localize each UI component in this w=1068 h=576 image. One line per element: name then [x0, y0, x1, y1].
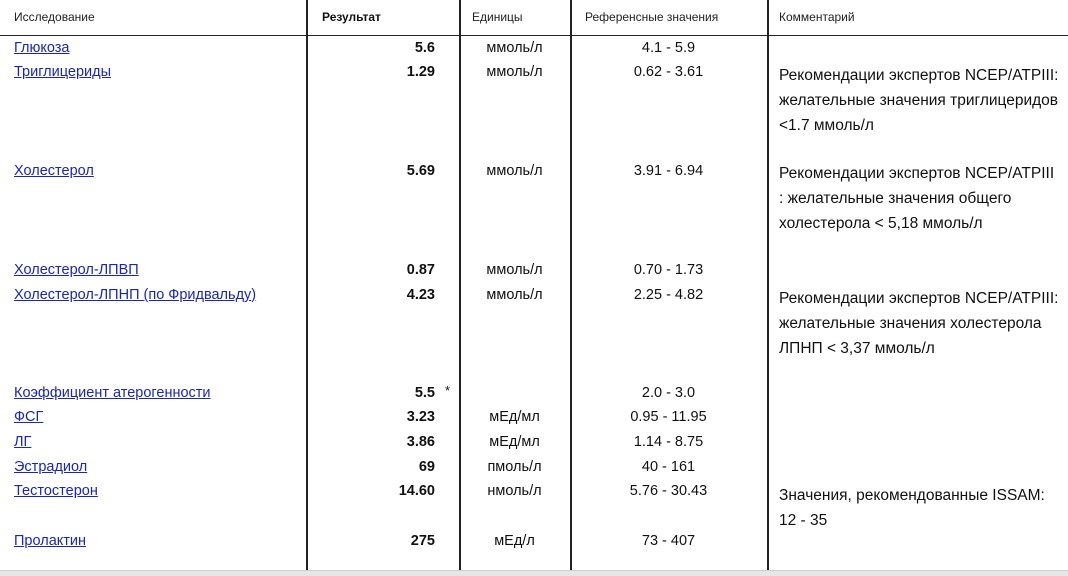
- reference-range: 1.14 - 8.75: [633, 434, 704, 450]
- table-row-ldl: [0, 287, 767, 309]
- result-unit: мЕд/л: [494, 533, 535, 549]
- result-value: 275: [410, 533, 435, 549]
- column-divider: [767, 0, 769, 570]
- header-test: Исследование: [14, 10, 95, 24]
- header-comment: Комментарий: [779, 10, 855, 24]
- test-link-triglycerides[interactable]: Триглицериды: [14, 64, 111, 80]
- comment-testosterone: Значения, рекомендованные ISSAM: 12 - 35: [779, 487, 1045, 529]
- test-link-atherogenic-index[interactable]: Коэффициент атерогенности: [14, 385, 211, 401]
- table-row-glucose: [0, 40, 767, 62]
- result-value: 0.87: [406, 262, 435, 278]
- result-unit: ммоль/л: [486, 163, 543, 179]
- test-link-fsh[interactable]: ФСГ: [14, 409, 44, 425]
- table-row-lh: [0, 434, 767, 456]
- comment-triglycerides: Рекомендации экспертов NCEP/ATPIII: желательные значения триглицеридов <1.7 ммоль/л: [779, 67, 1059, 134]
- reference-range: 2.0 - 3.0: [641, 385, 696, 401]
- result-flag: *: [445, 383, 451, 398]
- table-header: [0, 0, 1068, 36]
- result-value: 1.29: [406, 64, 435, 80]
- reference-range: 4.1 - 5.9: [641, 40, 696, 56]
- header-result: Результат: [322, 10, 381, 24]
- result-value: 5.5: [414, 385, 435, 401]
- header-reference: Референсные значения: [585, 10, 719, 24]
- reference-range: 2.25 - 4.82: [633, 287, 704, 303]
- test-link-testosterone[interactable]: Тестостерон: [14, 483, 98, 499]
- bottom-edge: [0, 570, 1068, 576]
- test-link-cholesterol[interactable]: Холестерол: [14, 163, 94, 179]
- result-unit: нмоль/л: [487, 483, 542, 499]
- result-unit: мЕд/мл: [489, 409, 540, 425]
- result-unit: ммоль/л: [486, 40, 543, 56]
- comment-cholesterol: Рекомендации экспертов NCEP/ATPIII : желательные значения общего холестерола < 5,18 ммоль/л: [779, 165, 1055, 232]
- reference-range: 0.62 - 3.61: [633, 64, 704, 80]
- table-row-atherogenic-index: [0, 385, 767, 407]
- reference-range: 3.91 - 6.94: [633, 163, 704, 179]
- reference-range: 0.70 - 1.73: [633, 262, 704, 278]
- result-unit: мЕд/мл: [489, 434, 540, 450]
- test-link-lh[interactable]: ЛГ: [14, 434, 32, 450]
- reference-range: 5.76 - 30.43: [629, 483, 708, 499]
- result-unit: ммоль/л: [486, 64, 543, 80]
- test-link-ldl[interactable]: Холестерол-ЛПНП (по Фридвальду): [14, 287, 257, 303]
- test-link-estradiol[interactable]: Эстрадиол: [14, 459, 88, 475]
- result-value: 5.6: [414, 40, 435, 56]
- table-row-hdl: [0, 262, 767, 284]
- table-row-cholesterol: [0, 163, 767, 185]
- result-unit: пмоль/л: [487, 459, 542, 475]
- test-link-hdl[interactable]: Холестерол-ЛПВП: [14, 262, 139, 278]
- table-row-prolactin: [0, 533, 767, 555]
- test-link-prolactin[interactable]: Пролактин: [14, 533, 87, 549]
- table-row-estradiol: [0, 459, 767, 481]
- table-row-triglycerides: [0, 64, 767, 86]
- result-value: 3.86: [406, 434, 435, 450]
- result-value: 4.23: [406, 287, 435, 303]
- result-value: 5.69: [406, 163, 435, 179]
- comment-ldl: Рекомендации экспертов NCEP/ATPIII: желательные значения холестерола ЛПНП < 3,37 ммоль/л: [779, 290, 1059, 357]
- test-link-glucose[interactable]: Глюкоза: [14, 40, 70, 56]
- result-value: 3.23: [406, 409, 435, 425]
- result-value: 14.60: [398, 483, 435, 499]
- table-row-fsh: [0, 409, 767, 431]
- result-unit: ммоль/л: [486, 262, 543, 278]
- reference-range: 40 - 161: [641, 459, 696, 475]
- header-units: Единицы: [472, 10, 523, 24]
- result-unit: ммоль/л: [486, 287, 543, 303]
- reference-range: 0.95 - 11.95: [630, 409, 707, 425]
- result-value: 69: [418, 459, 435, 475]
- table-row-testosterone: [0, 483, 767, 505]
- reference-range: 73 - 407: [641, 533, 696, 549]
